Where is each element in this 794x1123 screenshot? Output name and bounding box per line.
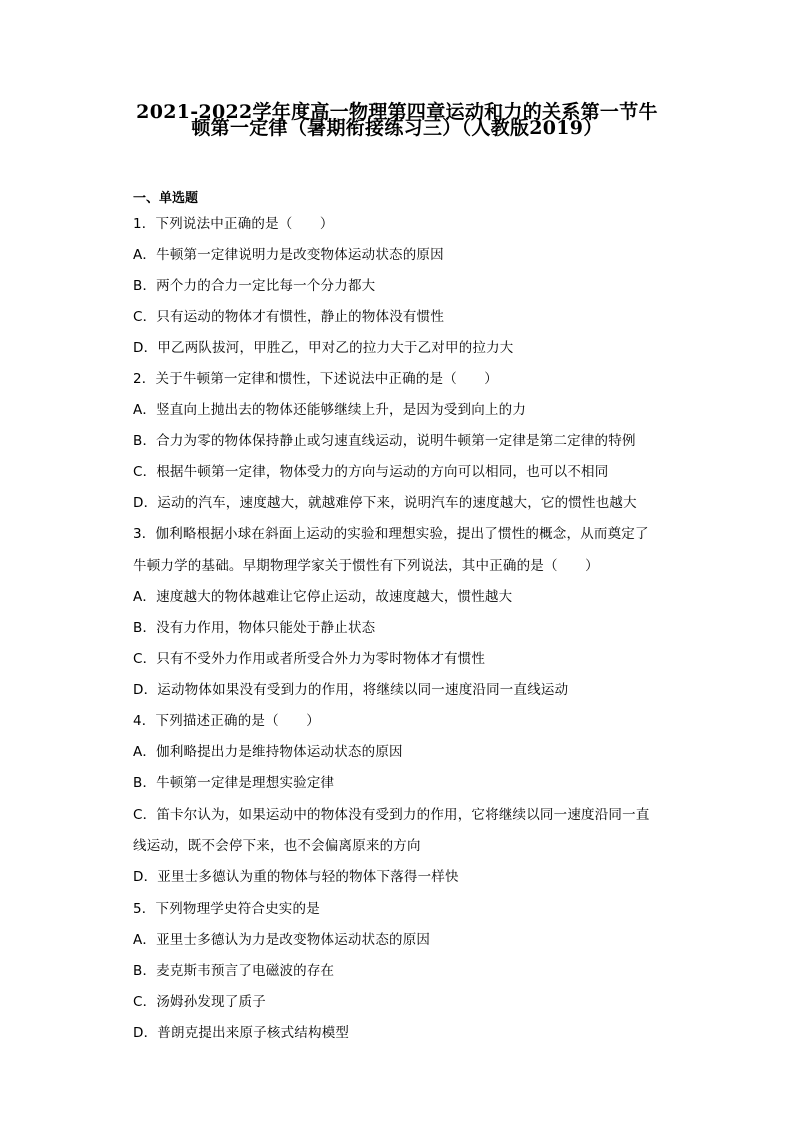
question-1-option-b: B．两个力的合力一定比每一个分力都大 xyxy=(133,278,376,294)
question-5-option-b: B．麦克斯韦预言了电磁波的存在 xyxy=(133,963,335,979)
question-1-option-c: C．只有运动的物体才有惯性，静止的物体没有惯性 xyxy=(133,309,445,325)
question-3-option-c: C．只有不受外力作用或者所受合外力为零时物体才有惯性 xyxy=(133,651,486,667)
document-title-line-1: 2021-2022学年度高一物理第四章运动和力的关系第一节牛 xyxy=(136,101,658,123)
question-2-stem: 2．关于牛顿第一定律和惯性，下述说法中正确的是（ ） xyxy=(133,371,498,387)
question-5-stem: 5．下列物理学史符合史实的是 xyxy=(133,901,320,917)
question-2-option-a: A．竖直向上抛出去的物体还能够继续上升，是因为受到向上的力 xyxy=(133,402,527,418)
question-4-stem: 4．下列描述正确的是（ ） xyxy=(133,713,320,729)
question-4-option-b: B．牛顿第一定律是理想实验定律 xyxy=(133,775,335,791)
question-2-option-b: B．合力为零的物体保持静止或匀速直线运动，说明牛顿第一定律是第二定律的特例 xyxy=(133,433,636,449)
section-heading: 一、单选题 xyxy=(133,191,199,206)
question-3-option-b: B．没有力作用，物体只能处于静止状态 xyxy=(133,620,376,636)
question-1-stem: 1．下列说法中正确的是（ ） xyxy=(133,216,334,232)
question-1-option-d: D．甲乙两队拔河，甲胜乙，甲对乙的拉力大于乙对甲的拉力大 xyxy=(133,340,514,356)
question-4-option-c-line-1: C．笛卡尔认为，如果运动中的物体没有受到力的作用，它将继续以同一速度沿同一直 xyxy=(133,807,650,823)
question-3-option-d: D．运动物体如果没有受到力的作用，将继续以同一速度沿同一直线运动 xyxy=(133,682,569,698)
question-4-option-a: A．伽利略提出力是维持物体运动状态的原因 xyxy=(133,744,403,760)
question-2-option-d: D．运动的汽车，速度越大，就越难停下来，说明汽车的速度越大，它的惯性也越大 xyxy=(133,495,637,511)
question-3-stem-line-1: 3．伽利略根据小球在斜面上运动的实验和理想实验，提出了惯性的概念，从而奠定了 xyxy=(133,526,649,542)
question-3-option-a: A．速度越大的物体越难让它停止运动，故速度越大，惯性越大 xyxy=(133,589,513,605)
question-1-option-a: A．牛顿第一定律说明力是改变物体运动状态的原因 xyxy=(133,247,444,263)
question-4-option-d: D．亚里士多德认为重的物体与轻的物体下落得一样快 xyxy=(133,869,459,885)
question-3-stem-line-2: 牛顿力学的基础。早期物理学家关于惯性有下列说法，其中正确的是（ ） xyxy=(133,558,599,574)
question-2-option-c: C．根据牛顿第一定律，物体受力的方向与运动的方向可以相同，也可以不相同 xyxy=(133,464,609,480)
question-5-option-c: C．汤姆孙发现了质子 xyxy=(133,994,266,1010)
question-5-option-a: A．亚里士多德认为力是改变物体运动状态的原因 xyxy=(133,932,431,948)
question-5-option-d: D．普朗克提出来原子核式结构模型 xyxy=(133,1025,350,1041)
question-4-option-c-line-2: 线运动，既不会停下来，也不会偏离原来的方向 xyxy=(133,838,421,854)
document-title-line-2: 顿第一定律（暑期衔接练习三）（人教版2019） xyxy=(191,117,603,139)
